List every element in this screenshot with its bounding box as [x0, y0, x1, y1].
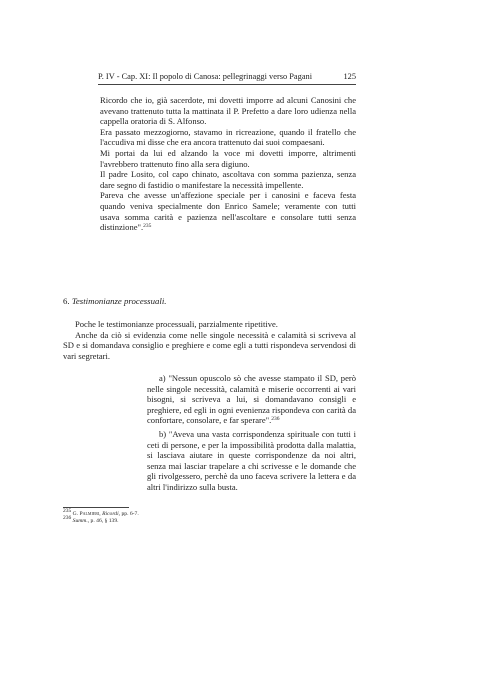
footnote-number: 235	[63, 508, 72, 514]
running-title: P. IV - Cap. XI: Il popolo di Canosa: pellegrinaggi verso Pagani	[98, 72, 313, 81]
footnote-number: 236	[63, 515, 72, 522]
page-header	[98, 72, 356, 85]
paragraph: Era passato mezzogiorno, stavamo in ricreazione, quando il fratello che l'accudiva mi disse che era ancora trattenuto dai suoi compaesani.	[100, 126, 356, 148]
paragraph: Ricordo che io, già sacerdote, mi dovetti imporre ad alcuni Canosini che avevano trattenuto tutta la mattinata il P. Prefetto a dare loro udienza nella cappella oratoria di S. Alfonso.	[100, 95, 356, 127]
section-intro	[63, 319, 356, 361]
footnote	[63, 515, 356, 525]
footnote-work: Summ.,	[72, 518, 90, 525]
section-heading	[63, 296, 166, 307]
footnote-marker: 236	[271, 416, 280, 423]
paragraph	[100, 190, 356, 232]
testimony-quote-a	[147, 373, 356, 426]
quote-paragraph: b) "Aveva una vasta corrispondenza spirituale con tutti i ceti di persone, e per la impossibilità prodotta dalla malattia, si lasciava aiutare in queste corrispondenze da noi altri, senza mai lasciar trapelare a chi scrivesse e le domande che gli rivolgessero, perchè da uno faceva scrivere la lettera e da altri l'indirizzo sulla busta.	[147, 429, 356, 492]
continued-testimony	[100, 95, 356, 233]
section-title: Testimonianze processuali.	[71, 296, 167, 306]
testimony-quote-b	[147, 429, 356, 493]
paragraph: Poche le testimonianze processuali, parzialmente ripetitive.	[75, 319, 278, 329]
footnote-divider	[63, 507, 129, 508]
footnote-marker: 235	[143, 223, 152, 230]
section-number: 6.	[63, 296, 70, 306]
quote-paragraph	[147, 373, 356, 426]
footnote-work: Ricordi,	[102, 511, 121, 517]
footnotes	[63, 508, 356, 526]
paragraph: Il padre Losito, col capo chinato, ascoltava con somma pazienza, senza dare segno di fastidio o manifestare la necessità impellente.	[100, 169, 356, 190]
paragraph-text: Pareva che avesse un'affezione speciale per i canosini e faceva festa quando veniva specialmente don Enrico Samele; veramente con tutti usava somma carità e pazienza nell'ascoltare e consolare tutti senza distinzione".	[100, 190, 356, 233]
footnote-pages: p. 46, § 139.	[90, 518, 119, 525]
footnote-author: G. Palmieri,	[72, 511, 101, 517]
paragraph: Mi portai da lui ed alzando la voce mi dovetti imporre, altrimenti l'avrebbero trattenuto fino alla sera digiuno.	[100, 147, 356, 169]
paragraph: Anche da ciò si evidenzia come nelle singole necessità e calamità si scriveva al SD e si domandava consiglio e preghiere e come egli a tutti rispondeva servendosi di vari segretari.	[63, 329, 356, 361]
quote-text: a) "Nessun opuscolo sò che avesse stampato il SD, però nelle singole necessità, calamità e miserie occorrenti ai vari bisogni, si scriveva a lui, si domandavano consigli e preghiere, ed egli in ogni evenienza rispondeva con carità da confortare, consolare, e far sperare".	[147, 373, 356, 426]
page-number: 125	[343, 72, 356, 81]
footnote-pages: pp. 6-7.	[121, 511, 139, 517]
